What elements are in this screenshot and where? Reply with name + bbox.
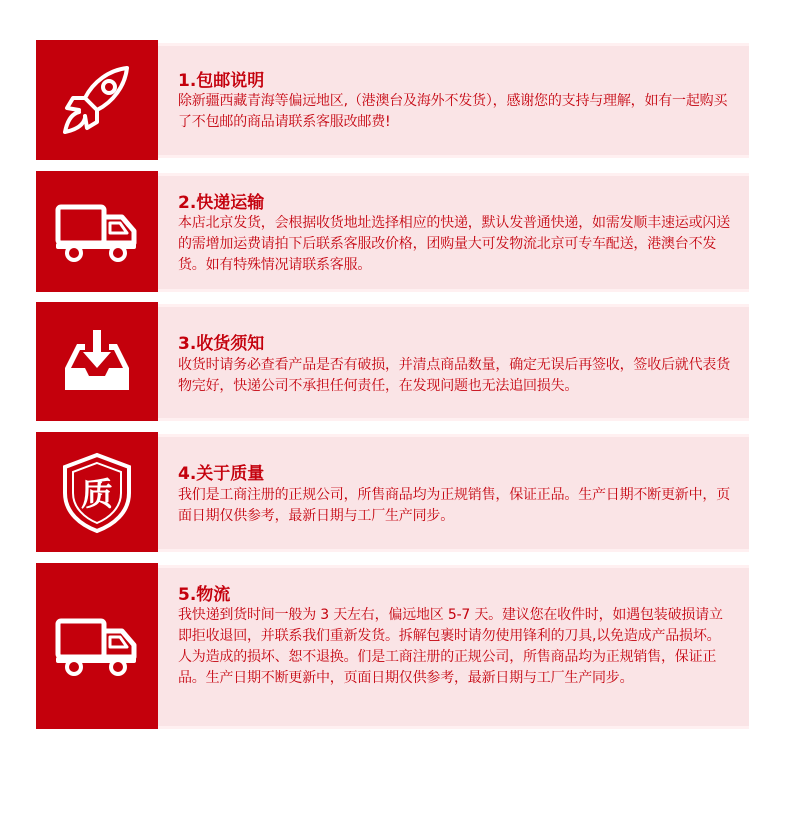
section-body: 收货时请务必查看产品是否有破损，并清点商品数量，确定无误后再签收，签收后就代表货物完好，快递公司不承担任何责任，在发现问题也无法追回损失。 [178,357,730,394]
section-express-transport [36,171,749,292]
inbox-download-icon [57,322,137,402]
section-text-box [158,565,749,729]
logistics-truck-icon [52,611,142,681]
section-title: 2.快递运输 [178,193,265,213]
section-text-box [158,173,749,292]
quality-char: 质 [80,475,114,513]
section-title: 4.关于质量 [178,464,265,484]
section-title: 5.物流 [178,585,231,605]
section-shipping-policy [36,40,749,160]
section-receiving-notice [36,302,749,421]
section-icon-box [36,302,158,421]
section-icon-box [36,432,158,552]
section-text-box [158,434,749,552]
section-logistics [36,563,749,729]
section-body: 我们是工商注册的正规公司，所售商品均为正规销售，保证正品。生产日期不断更新中，页面日期仅供参考，最新日期与工厂生产同步。 [178,487,730,524]
section-title: 1.包邮说明 [178,71,265,91]
section-icon-box [36,563,158,729]
delivery-truck-icon [52,197,142,267]
section-title: 3.收货须知 [178,334,265,354]
section-text-box [158,304,749,421]
rocket-icon [57,60,137,140]
section-icon-box [36,171,158,292]
section-body: 我快递到货时间一般为 3 天左右，偏远地区 5-7 天。建议您在收件时，如遇包装破损请立即拒收退回，并联系我们重新发货。拆解包裹时请勿使用锋利的刀具,以免造成产品损坏。人为造成的损坏、恕不退换。们是工商注册的正规公司，所售商品均为正规销售，保证正品。生产日期不断更新中，页面日期仅供参考，最新日期与工厂生产同步。 [178,607,723,686]
section-text-box [158,43,749,158]
section-quality [36,432,749,552]
quality-shield-icon [57,449,137,535]
section-body: 本店北京发货，会根据收货地址选择相应的快递，默认发普通快递，如需发顺丰速运或闪送的需增加运费请拍下后联系客服改价格，团购量大可发物流北京可专车配送，港澳台不发货。如有特殊情况请联系客服。 [178,215,730,273]
section-body: 除新疆西藏青海等偏远地区,（港澳台及海外不发货），感谢您的支持与理解，如有一起购买了不包邮的商品请联系客服改邮费! [178,93,728,130]
section-icon-box [36,40,158,160]
